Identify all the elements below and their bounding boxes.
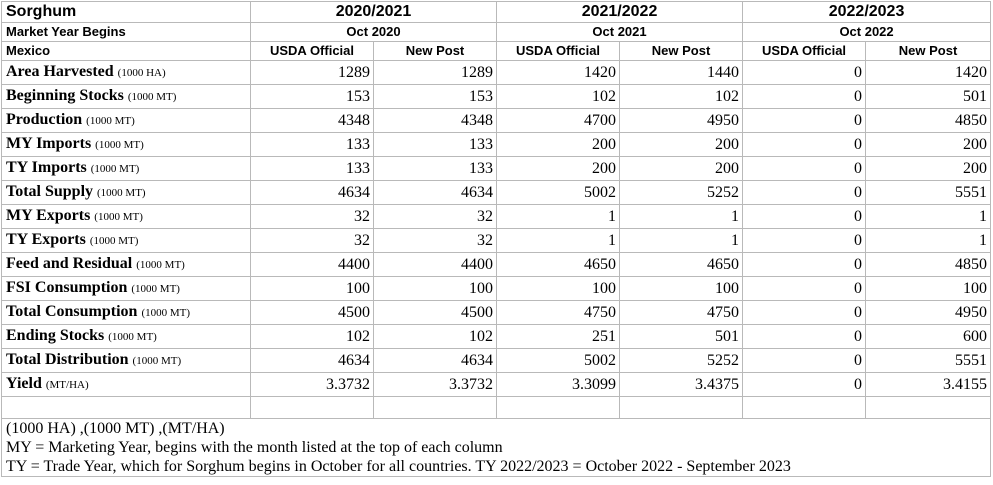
row-label-fsi-consumption [2, 277, 251, 301]
value-cell: 0 [743, 373, 866, 397]
row-label-text: Ending Stocks [6, 327, 105, 344]
value-cell: 0 [743, 85, 866, 109]
value-cell: 5252 [620, 181, 743, 205]
value-cell: 32 [251, 205, 374, 229]
blank-cell [497, 397, 620, 419]
psd-table [1, 1, 991, 477]
value-cell: 100 [620, 277, 743, 301]
value-cell: 3.4375 [620, 373, 743, 397]
value-cell: 1 [497, 229, 620, 253]
value-cell: 4500 [251, 301, 374, 325]
column-header-new-post: New Post [374, 42, 497, 61]
value-cell: 200 [620, 133, 743, 157]
value-cell: 0 [743, 133, 866, 157]
row-label-ending-stocks [2, 325, 251, 349]
value-cell: 0 [743, 61, 866, 85]
blank-cell [620, 397, 743, 419]
row-label-area-harvested [2, 61, 251, 85]
value-cell: 501 [620, 325, 743, 349]
value-cell: 0 [743, 229, 866, 253]
value-cell: 5551 [866, 181, 991, 205]
row-unit: (1000 MT) [89, 235, 139, 247]
blank-cell [743, 397, 866, 419]
value-cell: 133 [374, 157, 497, 181]
row-unit: (1000 MT) [141, 307, 191, 319]
value-cell: 0 [743, 301, 866, 325]
table-row [2, 325, 991, 349]
row-label-text: Total Supply [6, 183, 94, 200]
value-cell: 102 [497, 85, 620, 109]
table-row [2, 181, 991, 205]
footer-notes-row [2, 419, 991, 477]
year-header-2022-2023: 2022/2023 [743, 2, 991, 23]
value-cell: 5551 [866, 349, 991, 373]
value-cell: 0 [743, 205, 866, 229]
footer-ty-note: TY = Trade Year, which for Sorghum begins in October for all countries. TY 2022/2023 = October 2022 - September 2023 [6, 458, 791, 475]
row-unit: (1000 MT) [95, 139, 144, 151]
commodity-title: Sorghum [2, 2, 251, 23]
year-header-2021-2022: 2021/2022 [497, 2, 743, 23]
value-cell: 0 [743, 181, 866, 205]
header-row-years [2, 2, 991, 23]
column-header-new-post: New Post [866, 42, 991, 61]
value-cell: 32 [374, 205, 497, 229]
value-cell: 4650 [620, 253, 743, 277]
value-cell: 4634 [251, 349, 374, 373]
blank-cell [251, 397, 374, 419]
header-row-columns [2, 42, 991, 61]
value-cell: 1 [866, 205, 991, 229]
row-label-text: MY Exports [6, 207, 91, 224]
table-row [2, 253, 991, 277]
value-cell: 100 [866, 277, 991, 301]
table-row [2, 85, 991, 109]
value-cell: 102 [251, 325, 374, 349]
footer-notes [2, 419, 991, 477]
value-cell: 0 [743, 157, 866, 181]
value-cell: 4750 [497, 301, 620, 325]
row-label-text: Beginning Stocks [6, 87, 124, 104]
value-cell: 501 [866, 85, 991, 109]
value-cell: 4950 [866, 301, 991, 325]
value-cell: 102 [374, 325, 497, 349]
value-cell: 200 [620, 157, 743, 181]
row-label-yield [2, 373, 251, 397]
value-cell: 4400 [374, 253, 497, 277]
row-label-ty-exports [2, 229, 251, 253]
row-label-ty-imports [2, 157, 251, 181]
footer-units-line: (1000 HA) ,(1000 MT) ,(MT/HA) [6, 420, 225, 437]
value-cell: 3.4155 [866, 373, 991, 397]
market-year-begin-2022: Oct 2022 [743, 23, 991, 42]
column-header-usda-official: USDA Official [497, 42, 620, 61]
value-cell: 5252 [620, 349, 743, 373]
header-row-begins [2, 23, 991, 42]
row-label-text: TY Imports [6, 159, 87, 176]
value-cell: 1 [620, 229, 743, 253]
value-cell: 4634 [374, 349, 497, 373]
value-cell: 1440 [620, 61, 743, 85]
row-label-total-consumption [2, 301, 251, 325]
column-header-new-post: New Post [620, 42, 743, 61]
value-cell: 153 [251, 85, 374, 109]
value-cell: 1289 [251, 61, 374, 85]
value-cell: 5002 [497, 349, 620, 373]
row-unit: (1000 MT) [136, 259, 185, 271]
row-label-total-distribution [2, 349, 251, 373]
value-cell: 4650 [497, 253, 620, 277]
value-cell: 4850 [866, 109, 991, 133]
table-row [2, 109, 991, 133]
table-row [2, 229, 991, 253]
value-cell: 4750 [620, 301, 743, 325]
value-cell: 0 [743, 325, 866, 349]
row-label-text: Yield [6, 375, 42, 392]
year-header-2020-2021: 2020/2021 [251, 2, 497, 23]
row-label-text: Feed and Residual [6, 255, 133, 272]
row-unit: (1000 MT) [90, 163, 140, 175]
value-cell: 200 [866, 157, 991, 181]
row-unit: (1000 MT) [131, 283, 180, 295]
column-header-usda-official: USDA Official [251, 42, 374, 61]
value-cell: 4700 [497, 109, 620, 133]
blank-cell [2, 397, 251, 419]
row-label-beginning-stocks [2, 85, 251, 109]
row-label-production [2, 109, 251, 133]
row-unit: (1000 MT) [132, 355, 182, 367]
market-year-begin-2020: Oct 2020 [251, 23, 497, 42]
value-cell: 100 [497, 277, 620, 301]
value-cell: 4348 [251, 109, 374, 133]
value-cell: 251 [497, 325, 620, 349]
row-label-text: FSI Consumption [6, 279, 128, 296]
row-unit: (MT/HA) [45, 379, 89, 391]
value-cell: 133 [374, 133, 497, 157]
footer-my-note: MY = Marketing Year, begins with the month listed at the top of each column [6, 439, 503, 456]
row-label-my-imports [2, 133, 251, 157]
row-label-total-supply [2, 181, 251, 205]
value-cell: 4850 [866, 253, 991, 277]
row-unit: (1000 MT) [97, 187, 146, 199]
value-cell: 200 [497, 133, 620, 157]
country-label: Mexico [2, 42, 251, 61]
market-year-begin-2021: Oct 2021 [497, 23, 743, 42]
value-cell: 3.3099 [497, 373, 620, 397]
value-cell: 100 [374, 277, 497, 301]
row-unit: (1000 MT) [108, 331, 157, 343]
value-cell: 4500 [374, 301, 497, 325]
value-cell: 4634 [374, 181, 497, 205]
value-cell: 1 [866, 229, 991, 253]
row-unit: (1000 HA) [117, 67, 166, 79]
value-cell: 100 [251, 277, 374, 301]
blank-cell [866, 397, 991, 419]
value-cell: 5002 [497, 181, 620, 205]
row-unit: (1000 MT) [94, 211, 143, 223]
row-label-text: Total Consumption [6, 303, 138, 320]
value-cell: 153 [374, 85, 497, 109]
value-cell: 1 [497, 205, 620, 229]
table-row [2, 301, 991, 325]
row-unit: (1000 MT) [127, 91, 177, 103]
row-label-my-exports [2, 205, 251, 229]
table-row [2, 61, 991, 85]
value-cell: 3.3732 [374, 373, 497, 397]
table-row [2, 349, 991, 373]
value-cell: 0 [743, 253, 866, 277]
table-row [2, 157, 991, 181]
value-cell: 3.3732 [251, 373, 374, 397]
value-cell: 1289 [374, 61, 497, 85]
value-cell: 1 [620, 205, 743, 229]
row-label-text: Area Harvested [6, 63, 114, 80]
value-cell: 102 [620, 85, 743, 109]
blank-row [2, 397, 991, 419]
row-label-feed-and-residual [2, 253, 251, 277]
value-cell: 4400 [251, 253, 374, 277]
value-cell: 0 [743, 109, 866, 133]
market-year-label: Market Year Begins [2, 23, 251, 42]
value-cell: 32 [374, 229, 497, 253]
table-row [2, 277, 991, 301]
blank-cell [374, 397, 497, 419]
value-cell: 133 [251, 157, 374, 181]
value-cell: 4348 [374, 109, 497, 133]
table-row [2, 133, 991, 157]
value-cell: 200 [497, 157, 620, 181]
row-label-text: Production [6, 111, 83, 128]
value-cell: 32 [251, 229, 374, 253]
table-row [2, 373, 991, 397]
value-cell: 1420 [866, 61, 991, 85]
value-cell: 0 [743, 277, 866, 301]
value-cell: 200 [866, 133, 991, 157]
column-header-usda-official: USDA Official [743, 42, 866, 61]
value-cell: 4634 [251, 181, 374, 205]
value-cell: 4950 [620, 109, 743, 133]
row-label-text: TY Exports [6, 231, 86, 248]
table-row [2, 205, 991, 229]
value-cell: 0 [743, 349, 866, 373]
value-cell: 600 [866, 325, 991, 349]
value-cell: 1420 [497, 61, 620, 85]
row-label-text: MY Imports [6, 135, 92, 152]
row-label-text: Total Distribution [6, 351, 129, 368]
row-unit: (1000 MT) [86, 115, 135, 127]
value-cell: 133 [251, 133, 374, 157]
